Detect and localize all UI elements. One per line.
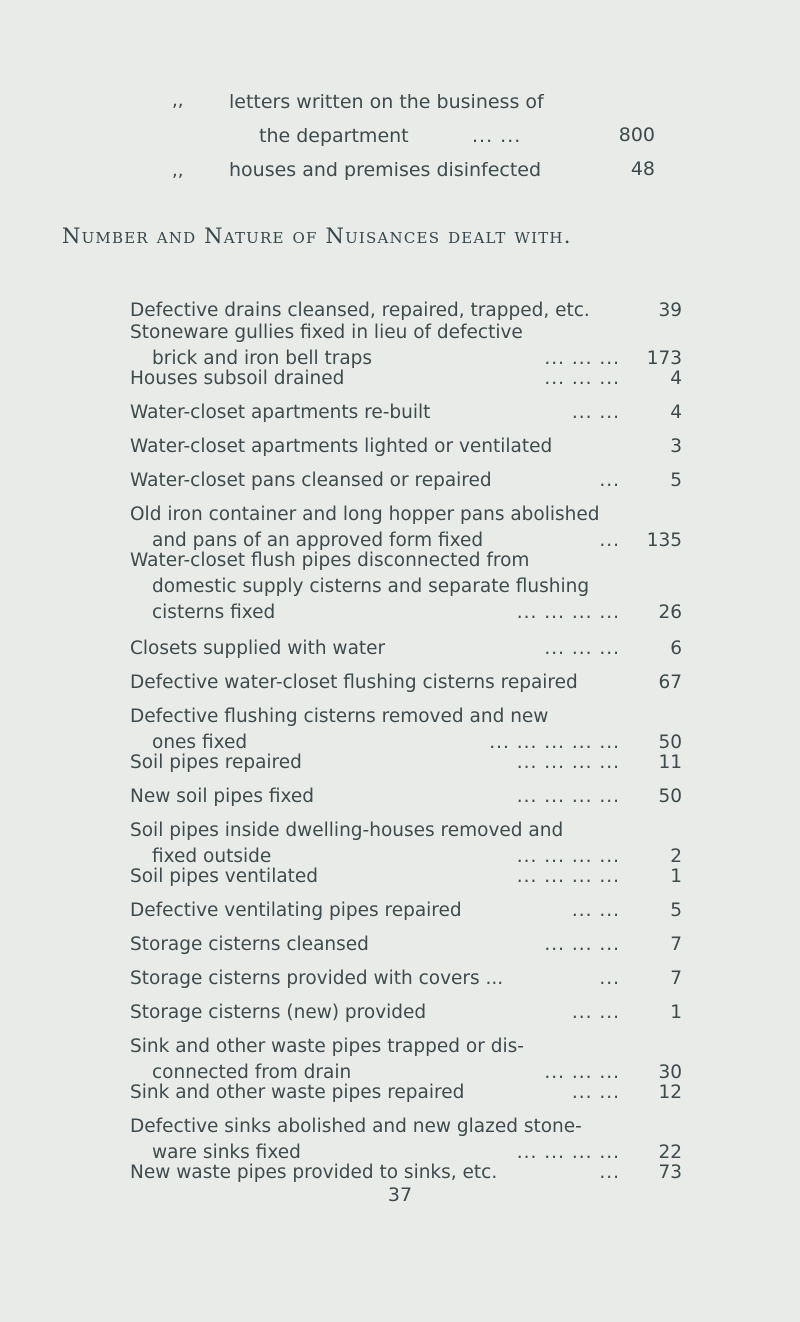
leader-dots: ... ... ... ... ... — [489, 732, 620, 753]
ditto-mark: ,, — [172, 90, 184, 111]
entry-value: 3 — [670, 436, 682, 457]
entry-value: 50 — [658, 732, 682, 753]
nuisance-entry — [130, 1034, 690, 1086]
row-value: 800 — [618, 124, 655, 146]
entry-text-line: brick and iron bell traps — [152, 348, 373, 369]
nuisance-entry — [130, 784, 690, 810]
ditto-mark: ,, — [172, 160, 184, 181]
section-heading: Number and Nature of Nuisances dealt with. — [62, 224, 572, 248]
entry-text-line: fixed outside — [152, 846, 272, 867]
entry-text-line: ones fixed — [152, 732, 248, 753]
entry-text-line: Old iron container and long hopper pans abolished — [130, 504, 600, 525]
entry-text-line: Sink and other waste pipes trapped or dis- — [130, 1036, 524, 1057]
leader-dots: ... ... ... ... — [516, 752, 620, 773]
leader-dots: ... — [599, 470, 620, 491]
entry-value: 12 — [658, 1082, 682, 1103]
entry-text-line: Storage cisterns cleansed — [130, 934, 369, 955]
nuisance-entry — [130, 434, 690, 460]
leader-dots: ... ... ... — [544, 1062, 620, 1083]
entry-text-line: Soil pipes inside dwelling-houses removed and — [130, 820, 564, 841]
entry-value: 7 — [670, 968, 682, 989]
nuisance-entry — [130, 400, 690, 426]
entry-text-line: Defective flushing cisterns removed and new — [130, 706, 549, 727]
entry-value: 7 — [670, 934, 682, 955]
entry-text-line: Sink and other waste pipes repaired — [130, 1082, 465, 1103]
leader-dots: ... ... ... ... — [516, 602, 620, 623]
entry-value: 11 — [658, 752, 682, 773]
entry-value: 26 — [658, 602, 682, 623]
entry-value: 39 — [658, 300, 682, 321]
entry-text-line: and pans of an approved form fixed — [152, 530, 484, 551]
leader-dots: ... ... ... — [544, 348, 620, 369]
nuisance-entry — [130, 1000, 690, 1026]
entry-text-line: Water-closet apartments lighted or ventilated — [130, 436, 553, 457]
nuisance-entry — [130, 366, 690, 392]
entry-text-line: Soil pipes repaired — [130, 752, 302, 773]
nuisance-entry — [130, 502, 690, 554]
nuisance-entry — [130, 1114, 690, 1166]
entry-text-line: Defective drains cleansed, repaired, trapped, etc. — [130, 300, 590, 321]
entry-value: 6 — [670, 638, 682, 659]
entry-text-line: Water-closet pans cleansed or repaired — [130, 470, 492, 491]
entry-value: 135 — [646, 530, 682, 551]
nuisance-entry — [130, 320, 690, 372]
leader-dots: ... ... ... ... — [516, 786, 620, 807]
nuisance-entry — [130, 818, 690, 870]
row-text-line: letters written on the business of — [229, 91, 544, 113]
nuisance-entry — [130, 704, 690, 756]
entry-value: 1 — [670, 866, 682, 887]
entry-text-line: Defective sinks abolished and new glazed stone- — [130, 1116, 582, 1137]
nuisance-entry — [130, 1080, 690, 1106]
nuisance-entry — [130, 864, 690, 890]
entry-text-line: Closets supplied with water — [130, 638, 386, 659]
entry-value: 1 — [670, 1002, 682, 1023]
entry-value: 67 — [658, 672, 682, 693]
entry-value: 173 — [646, 348, 682, 369]
nuisance-entry — [130, 750, 690, 776]
entry-text-line: New soil pipes fixed — [130, 786, 315, 807]
entry-text-line: Houses subsoil drained — [130, 368, 345, 389]
entry-value: 4 — [670, 402, 682, 423]
entry-value: 50 — [658, 786, 682, 807]
entry-text-line: domestic supply cisterns and separate flushing — [152, 576, 590, 597]
entry-text-line: Water-closet apartments re-built — [130, 402, 431, 423]
entry-text-line: New waste pipes provided to sinks, etc. — [130, 1162, 498, 1183]
entry-value: 2 — [670, 846, 682, 867]
entry-value: 5 — [670, 900, 682, 921]
entry-value: 4 — [670, 368, 682, 389]
nuisance-entry — [130, 898, 690, 924]
leader-dots: ... — [599, 968, 620, 989]
entry-value: 5 — [670, 470, 682, 491]
nuisance-entry — [130, 966, 690, 992]
leader-dots: ... ... ... — [544, 638, 620, 659]
nuisance-entry — [130, 548, 690, 626]
entry-text-line: Soil pipes ventilated — [130, 866, 319, 887]
leader-dots: ... ... ... — [544, 934, 620, 955]
entry-text-line: Stoneware gullies fixed in lieu of defective — [130, 322, 523, 343]
nuisance-entry — [130, 932, 690, 958]
row-text-line: the department — [259, 125, 409, 147]
entry-text-line: Defective ventilating pipes repaired — [130, 900, 462, 921]
entry-text-line: Water-closet flush pipes disconnected from — [130, 550, 530, 571]
nuisance-entry — [130, 670, 690, 696]
leader-dots: ... ... — [571, 402, 620, 423]
entry-text-line: Storage cisterns provided with covers ... — [130, 968, 504, 989]
leader-dots: ... ... — [472, 125, 522, 147]
leader-dots: ... ... — [571, 900, 620, 921]
nuisance-entry — [130, 1160, 690, 1186]
entry-text-line: cisterns fixed — [152, 602, 276, 623]
entry-value: 30 — [658, 1062, 682, 1083]
row-text-line: houses and premises disinfected — [229, 159, 542, 181]
leader-dots: ... ... — [571, 1082, 620, 1103]
row-value: 48 — [630, 158, 655, 180]
leader-dots: ... ... — [571, 1002, 620, 1023]
page-number: 37 — [387, 1184, 413, 1206]
leader-dots: ... ... ... — [544, 368, 620, 389]
leader-dots: ... ... ... ... — [516, 866, 620, 887]
entry-value: 22 — [658, 1142, 682, 1163]
leader-dots: ... ... ... ... — [516, 1142, 620, 1163]
entry-text-line: Defective water-closet flushing cisterns repaired — [130, 672, 578, 693]
leader-dots: ... — [599, 1162, 620, 1183]
entry-value: 73 — [658, 1162, 682, 1183]
leader-dots: ... ... ... ... — [516, 846, 620, 867]
entry-text-line: ware sinks fixed — [152, 1142, 301, 1163]
entry-text-line: Storage cisterns (new) provided — [130, 1002, 427, 1023]
nuisance-entry — [130, 468, 690, 494]
entry-text-line: connected from drain — [152, 1062, 352, 1083]
nuisance-entry — [130, 636, 690, 662]
leader-dots: ... — [599, 530, 620, 551]
